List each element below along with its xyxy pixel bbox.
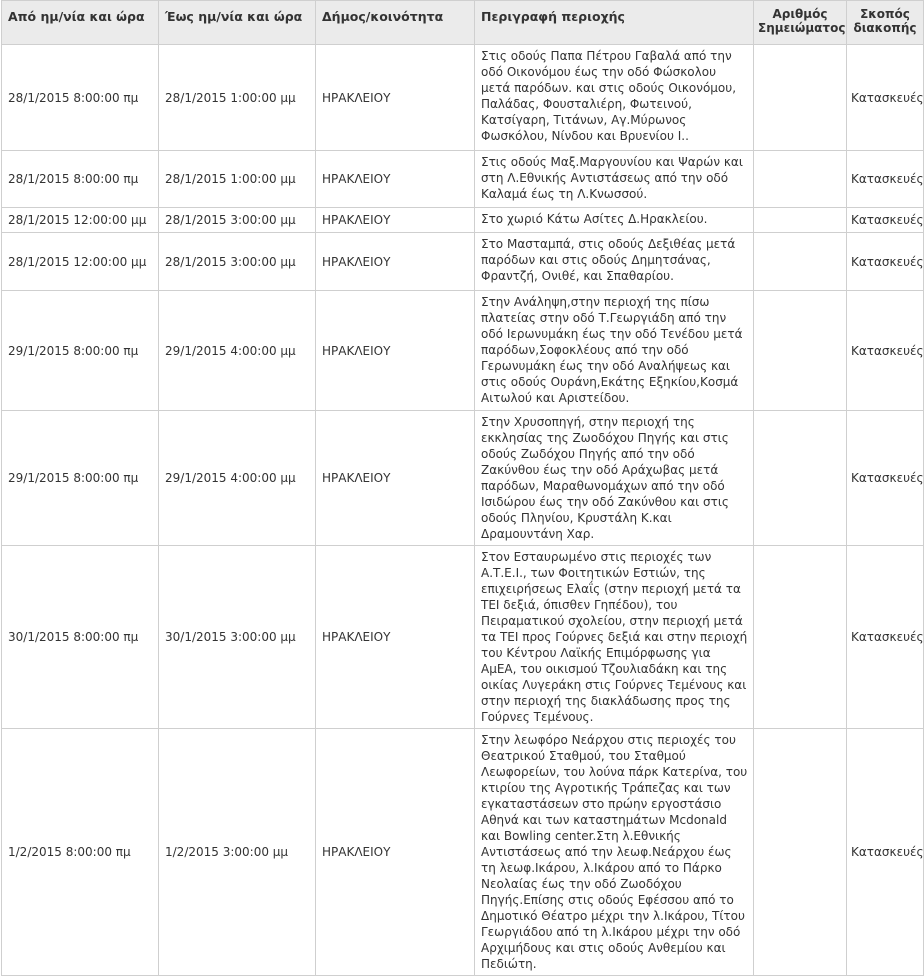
header-municipality: Δήμος/κοινότητα [316, 1, 475, 45]
cell-purpose: Κατασκευές [847, 291, 924, 411]
cell-note-number [754, 729, 847, 976]
cell-from: 29/1/2015 8:00:00 πμ [2, 291, 159, 411]
cell-to: 28/1/2015 1:00:00 μμ [159, 151, 316, 208]
cell-to: 28/1/2015 3:00:00 μμ [159, 208, 316, 233]
cell-municipality: ΗΡΑΚΛΕΙΟΥ [316, 151, 475, 208]
cell-to: 28/1/2015 1:00:00 μμ [159, 45, 316, 151]
cell-from: 30/1/2015 8:00:00 πμ [2, 546, 159, 729]
cell-municipality: ΗΡΑΚΛΕΙΟΥ [316, 291, 475, 411]
header-description: Περιγραφή περιοχής [475, 1, 754, 45]
cell-note-number [754, 45, 847, 151]
cell-description: Στο Μασταμπά, στις οδούς Δεξιθέας μετά παρόδων και στις οδούς Δημητσάνας, Φραντζή, Ονιθέ, και Σπαθαρίου. [475, 233, 754, 291]
cell-from: 28/1/2015 8:00:00 πμ [2, 45, 159, 151]
cell-description: Στον Εσταυρωμένο στις περιοχές των Α.Τ.Ε.Ι., των Φοιτητικών Εστιών, της επιχειρήσεως Ελαΐς (στην περιοχή μετά τα ΤΕΙ δεξιά, όπισθεν Γηπέδου), του Πειραματικού σχολείου, στην περιοχή μετά τα ΤΕΙ προς Γούρνες δεξιά και στην περιοχή του Κέντρου Λαϊκής Επιμόρφωσης για ΑμΕΑ, του οικισμού Τζουλιαδάκη και της οικίας Λυγεράκη στις Γούρνες Τεμένους και στην περιοχή της διακλάδωσης προς της Γούρνες Τεμένους. [475, 546, 754, 729]
cell-municipality: ΗΡΑΚΛΕΙΟΥ [316, 546, 475, 729]
cell-purpose: Κατασκευές [847, 151, 924, 208]
cell-purpose: Κατασκευές [847, 411, 924, 546]
cell-municipality: ΗΡΑΚΛΕΙΟΥ [316, 208, 475, 233]
cell-from: 1/2/2015 8:00:00 πμ [2, 729, 159, 976]
table-row [2, 291, 924, 411]
cell-to: 28/1/2015 3:00:00 μμ [159, 233, 316, 291]
cell-note-number [754, 546, 847, 729]
cell-note-number [754, 208, 847, 233]
cell-description: Στις οδούς Μαξ.Μαργουνίου και Ψαρών και στη Λ.Εθνικής Αντιστάσεως από την οδό Καλαμά έως τη Λ.Κνωσσού. [475, 151, 754, 208]
cell-purpose: Κατασκευές [847, 45, 924, 151]
cell-note-number [754, 233, 847, 291]
cell-from: 29/1/2015 8:00:00 πμ [2, 411, 159, 546]
table-row [2, 208, 924, 233]
table-row [2, 411, 924, 546]
cell-purpose: Κατασκευές [847, 208, 924, 233]
header-from: Από ημ/νία και ώρα [2, 1, 159, 45]
header-purpose: Σκοπός διακοπής [847, 1, 924, 45]
cell-to: 1/2/2015 3:00:00 μμ [159, 729, 316, 976]
cell-note-number [754, 151, 847, 208]
table-row [2, 233, 924, 291]
outage-schedule-table [1, 0, 924, 976]
cell-purpose: Κατασκευές [847, 729, 924, 976]
cell-to: 29/1/2015 4:00:00 μμ [159, 411, 316, 546]
cell-to: 30/1/2015 3:00:00 μμ [159, 546, 316, 729]
table-row [2, 45, 924, 151]
cell-municipality: ΗΡΑΚΛΕΙΟΥ [316, 45, 475, 151]
table-row [2, 729, 924, 976]
cell-note-number [754, 411, 847, 546]
header-row [2, 1, 924, 45]
cell-note-number [754, 291, 847, 411]
table-row [2, 151, 924, 208]
cell-purpose: Κατασκευές [847, 233, 924, 291]
cell-municipality: ΗΡΑΚΛΕΙΟΥ [316, 411, 475, 546]
cell-description: Στην Ανάληψη,στην περιοχή της πίσω πλατείας στην οδό Τ.Γεωργιάδη από την οδό Ιερωνυμάκη έως την οδό Τενέδου μετά παρόδων,Σοφοκλέους από την οδό Γερωνυμάκη έως την οδό Αναλήψεως και στις οδούς Ουράνη,Εκάτης Εξηκίου,Κοσμά Αιτωλού και Αριστείδου. [475, 291, 754, 411]
cell-from: 28/1/2015 8:00:00 πμ [2, 151, 159, 208]
cell-municipality: ΗΡΑΚΛΕΙΟΥ [316, 729, 475, 976]
cell-description: Στην Χρυσοπηγή, στην περιοχή της εκκλησίας της Ζωοδόχου Πηγής και στις οδούς Ζωδόχου Πηγής από την οδό Ζακύνθου έως την οδό Αράχωβας μετά παρόδων, Μαραθωνομάχων από την οδό Ισιδώρου έως την οδό Ζακύνθου και στις οδούς Πληνίου, Κρυστάλη Κ.και Δραμουντάνη Χαρ. [475, 411, 754, 546]
cell-purpose: Κατασκευές [847, 546, 924, 729]
table-header [2, 1, 924, 45]
cell-description: Στην λεωφόρο Νεάρχου στις περιοχές του Θεατρικού Σταθμού, του Σταθμού Λεωφορείων, του λούνα πάρκ Κατερίνα, του κτιρίου της Αγροτικής Τράπεζας και των εγκαταστάσεων στο πρώην εργοστάσιο Αθηνά και των καταστημάτων Mcdonald και Bowling center.Στη λ.Εθνικής Αντιστάσεως από την λεωφ.Νεάρχου έως τη λεωφ.Ικάρου, λ.Ικάρου από το Πάρκο Νεολαίας έως την οδό Ζωοδόχου Πηγής.Επίσης στις οδούς Εφέσσου από το Δημοτικό Θέατρο μέχρι την λ.Ικάρου, Τίτου Γεωργιάδου από τη λ.Ικάρου μέχρι την οδό Αρχιμήδους και στις οδούς Ανθεμίου και Πεδιώτη. [475, 729, 754, 976]
cell-municipality: ΗΡΑΚΛΕΙΟΥ [316, 233, 475, 291]
cell-from: 28/1/2015 12:00:00 μμ [2, 233, 159, 291]
table-row [2, 546, 924, 729]
cell-description: Στο χωριό Κάτω Ασίτες Δ.Ηρακλείου. [475, 208, 754, 233]
cell-from: 28/1/2015 12:00:00 μμ [2, 208, 159, 233]
header-note-number: Αριθμός Σημειώματος [754, 1, 847, 45]
cell-description: Στις οδούς Παπα Πέτρου Γαβαλά από την οδό Οικονόμου έως την οδό Φώσκολου μετά παρόδων. και στις οδούς Οικονόμου, Παλάδας, Φουσταλιέρη, Φωτεινού, Κατσίγαρη, Τιτάνων, Αγ.Μύρωνος Φωσκόλου, Νίνδου και Βρυενίου Ι.. [475, 45, 754, 151]
table-body [2, 45, 924, 976]
cell-to: 29/1/2015 4:00:00 μμ [159, 291, 316, 411]
header-to: Έως ημ/νία και ώρα [159, 1, 316, 45]
